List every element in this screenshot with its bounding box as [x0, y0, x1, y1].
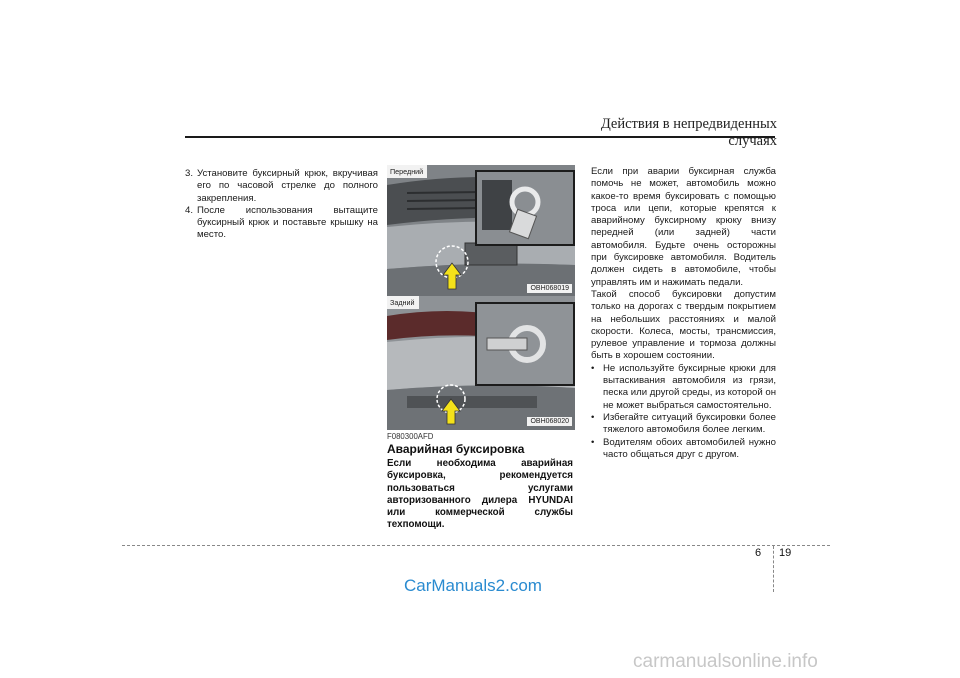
page-number-divider — [773, 546, 774, 592]
title-rule — [185, 136, 775, 138]
section-code: F080300AFD — [387, 432, 434, 441]
right-column — [591, 166, 776, 461]
footer-divider — [122, 545, 830, 546]
bullet-item — [591, 363, 776, 412]
paragraph: Если при аварии буксирная служба помочь не может, автомобиль можно какое-то время буксировать с помощью троса или цепи, которые крепятся к аварийному буксирному крюку внизу передней (или задней) части автомобиля. Будьте очень осторожны при буксировке автомобиля. Водитель должен сидеть в автомобиле, чтобы управлять им и нажимать педали. — [591, 166, 776, 288]
paragraph: Такой способ буксировки допустим только на дорогах с твердым покрытием на небольших расстояниях и малой скорости. Колеса, мосты, трансмиссия, рулевое управление и тормоза должны быть в хорошем состоянии. — [591, 288, 776, 362]
figure-label: Передний — [387, 165, 427, 178]
figure-code: OBH068019 — [527, 284, 572, 293]
bullet-dot: • — [591, 436, 595, 448]
bullet-dot: • — [591, 411, 595, 423]
step-4 — [185, 205, 378, 242]
rear-tow-hook-photo — [387, 296, 575, 430]
bullet-text: Водителям обоих автомобилей нужно часто общаться друг с другом. — [603, 436, 776, 460]
front-hook-inset — [475, 170, 575, 246]
bullet-text: Не используйте буксирные крюки для вытаскивания автомобиля из грязи, песка или другой среды, из которой он не может выбраться самостоятельно. — [603, 362, 776, 411]
figure-label: Задний — [387, 296, 419, 309]
step-text: После использования вытащите буксирный крюк и поставьте крышку на место. — [197, 204, 378, 241]
left-column — [185, 168, 378, 242]
section-title: Действия в непредвиденных случаях — [600, 116, 777, 149]
step-3 — [185, 168, 378, 205]
tow-hook-closeup — [477, 304, 573, 384]
step-number: 4. — [185, 204, 194, 216]
step-text: Установите буксирный крюк, вкручивая его по часовой стрелке до полного закрепления. — [197, 168, 378, 204]
page-number: 19 — [779, 547, 792, 559]
front-tow-hook-photo — [387, 165, 575, 297]
watermark-link[interactable]: CarManuals2.com — [404, 576, 542, 595]
subsection-heading: Аварийная буксировка — [387, 442, 525, 456]
bullet-dot: • — [591, 362, 595, 374]
watermark-footer: carmanualsonline.info — [633, 651, 818, 672]
rear-hook-inset — [475, 302, 575, 386]
bullet-item — [591, 412, 776, 437]
tow-hook-closeup — [477, 172, 573, 244]
chapter-number: 6 — [755, 547, 762, 559]
emergency-towing-text: Если необходима аварийная буксировка, рекомендуется пользоваться услугами авторизованного дилера HYUNDAI или коммерческой службы техпомощи. — [387, 458, 573, 531]
figure-code: OBH068020 — [527, 417, 572, 426]
bullet-text: Избегайте ситуаций буксировки более тяжелого автомобиля более легким. — [603, 411, 776, 436]
bullet-item — [591, 437, 776, 462]
step-number: 3. — [185, 168, 194, 179]
